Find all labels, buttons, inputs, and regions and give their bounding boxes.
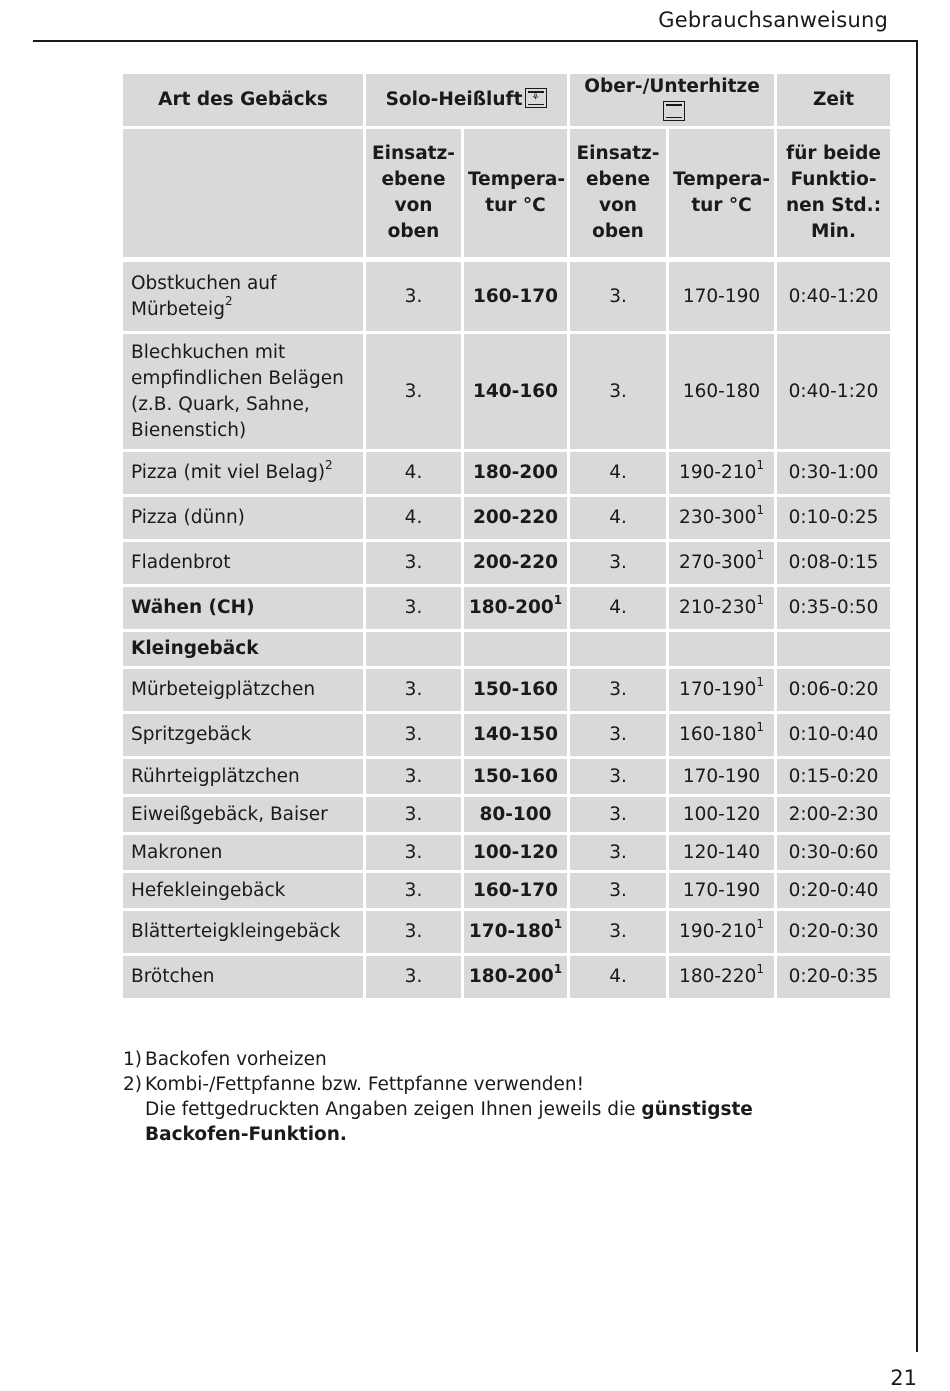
cell-ober-temp: $170-190^1$ (669, 669, 777, 714)
cell-solo-level: 4. (366, 497, 464, 542)
cell-solo-level: 3. (366, 334, 464, 452)
footnote-2-mark: 2) (123, 1074, 142, 1095)
cell-ober-level: 3. (570, 873, 669, 911)
cell-time: 0:20-0:35 (777, 956, 890, 1001)
cell-ober-level: 3. (570, 262, 669, 334)
cell-ober-temp: 160-180 (669, 334, 777, 452)
table-row (123, 956, 890, 1001)
cell-bake-type: Wähen (CH) (123, 587, 366, 632)
cell-solo-level: 3. (366, 956, 464, 1001)
cell-time: 0:40-1:20 (777, 334, 890, 452)
cell-ober-level: 4. (570, 452, 669, 497)
cell-solo-temp: 150-160 (464, 759, 570, 797)
cell-ober-level: 3. (570, 835, 669, 873)
cell-bake-type: Eiweißgebäck, Baiser (123, 797, 366, 835)
cell-ober-level: 4. (570, 497, 669, 542)
footnote-2 (123, 1072, 823, 1097)
table-row (123, 452, 890, 497)
table-row (123, 262, 890, 334)
subheader-empty (123, 129, 366, 262)
footnote-1 (123, 1047, 823, 1072)
table-row (123, 835, 890, 873)
cell-time: 0:10-0:25 (777, 497, 890, 542)
cell-ober-temp: $270-300^1$ (669, 542, 777, 587)
cell-ober-level: 3. (570, 911, 669, 956)
cell-solo-temp: 160-170 (464, 262, 570, 334)
table-row (123, 632, 890, 669)
cell-solo-temp: $180-200^1$ (464, 956, 570, 1001)
cell-solo-temp: 140-150 (464, 714, 570, 759)
table-row (123, 797, 890, 835)
cell-ober-temp: $180-220^1$ (669, 956, 777, 1001)
cell-bake-type: Pizza (dünn) (123, 497, 366, 542)
cell-solo-temp: 180-200 (464, 452, 570, 497)
cell-bake-type: Makronen (123, 835, 366, 873)
cell-solo-level: 3. (366, 262, 464, 334)
cell-time: 0:10-0:40 (777, 714, 890, 759)
subheader-einsatz-ober: Einsatz- ebene von oben (570, 129, 669, 262)
header-solo-heissluft: Solo-Heißluft ⚘ (366, 74, 570, 129)
cell-bake-type: Blätterteigkleingebäck (123, 911, 366, 956)
subheader-temp-solo: Tempera- tur °C (464, 129, 570, 262)
cell-time: 0:08-0:15 (777, 542, 890, 587)
subheader-einsatz-solo: Einsatz- ebene von oben (366, 129, 464, 262)
table-row (123, 873, 890, 911)
cell-solo-level: 3. (366, 542, 464, 587)
table-row (123, 542, 890, 587)
header-rule (33, 40, 918, 42)
bold-note (123, 1097, 823, 1147)
cell-ober-level: 4. (570, 587, 669, 632)
cell-bake-type: Rührteigplätzchen (123, 759, 366, 797)
cell-ober-level (570, 632, 669, 669)
cell-time (777, 632, 890, 669)
cell-ober-level: 3. (570, 797, 669, 835)
cell-solo-temp: 150-160 (464, 669, 570, 714)
cell-ober-level: 4. (570, 956, 669, 1001)
cell-ober-temp (669, 632, 777, 669)
table-row (123, 587, 890, 632)
cell-time: 2:00-2:30 (777, 797, 890, 835)
cell-solo-temp (464, 632, 570, 669)
cell-bake-type: Kleingebäck (123, 632, 366, 669)
footnote-2-text: Kombi-/Fettpfanne bzw. Fettpfanne verwenden! (145, 1074, 585, 1095)
table-row (123, 911, 890, 956)
header-zeit: Zeit (777, 74, 890, 129)
cell-ober-temp: $160-180^1$ (669, 714, 777, 759)
cell-ober-temp: 100-120 (669, 797, 777, 835)
cell-time: 0:35-0:50 (777, 587, 890, 632)
cell-solo-level: 3. (366, 873, 464, 911)
cell-solo-temp: 200-220 (464, 497, 570, 542)
page-number: 21 (890, 1366, 917, 1390)
cell-time: 0:20-0:40 (777, 873, 890, 911)
cell-ober-level: 3. (570, 334, 669, 452)
cell-bake-type: Brötchen (123, 956, 366, 1001)
cell-solo-temp: 80-100 (464, 797, 570, 835)
cell-solo-temp: 160-170 (464, 873, 570, 911)
cell-solo-level: 4. (366, 452, 464, 497)
header-ober-unterhitze: Ober-/Unterhitze (570, 74, 777, 129)
page-header-title: Gebrauchsanweisung (658, 8, 888, 32)
cell-ober-level: 3. (570, 669, 669, 714)
header-row (123, 74, 890, 129)
cell-bake-type: Hefekleingebäck (123, 873, 366, 911)
cell-solo-level: 3. (366, 797, 464, 835)
cell-time: 0:06-0:20 (777, 669, 890, 714)
cell-ober-temp: 170-190 (669, 873, 777, 911)
table-row (123, 669, 890, 714)
cell-ober-temp: $190-210^1$ (669, 452, 777, 497)
cell-bake-type: Mürbeteigplätzchen (123, 669, 366, 714)
cell-bake-type: Blechkuchen mit empfindlichen Belägen (z.B. Quark, Sahne, Bienenstich) (123, 334, 366, 452)
cell-solo-level: 3. (366, 759, 464, 797)
subheader-zeit: für beide Funktio- nen Std.: Min. (777, 129, 890, 262)
cell-bake-type: Spritzgebäck (123, 714, 366, 759)
header-art: Art des Gebäcks (123, 74, 366, 129)
cell-time: 0:15-0:20 (777, 759, 890, 797)
top-bottom-heat-icon (663, 101, 685, 121)
subheader-temp-ober: Tempera- tur °C (669, 129, 777, 262)
cell-solo-temp: 100-120 (464, 835, 570, 873)
table-row (123, 334, 890, 452)
cell-ober-temp: 120-140 (669, 835, 777, 873)
cell-solo-level: 3. (366, 714, 464, 759)
table-row (123, 497, 890, 542)
cell-ober-level: 3. (570, 759, 669, 797)
bold-note-text: Die fettgedruckten Angaben zeigen Ihnen jeweils die (145, 1099, 636, 1120)
cell-solo-temp: $180-200^1$ (464, 587, 570, 632)
cell-solo-level: 3. (366, 835, 464, 873)
cell-time: 0:30-1:00 (777, 452, 890, 497)
right-margin-rule (916, 40, 918, 1352)
cell-solo-temp: 140-160 (464, 334, 570, 452)
cell-solo-temp: $170-180^1$ (464, 911, 570, 956)
cell-time: 0:20-0:30 (777, 911, 890, 956)
hot-air-fan-icon: ⚘ (525, 88, 547, 108)
cell-ober-temp: $210-230^1$ (669, 587, 777, 632)
table-row (123, 759, 890, 797)
cell-solo-level: 3. (366, 911, 464, 956)
cell-bake-type: Obstkuchen auf Mürbeteig$^2$ (123, 262, 366, 334)
cell-ober-temp: $230-300^1$ (669, 497, 777, 542)
cell-solo-temp: 200-220 (464, 542, 570, 587)
cell-ober-temp: $190-210^1$ (669, 911, 777, 956)
cell-ober-level: 3. (570, 714, 669, 759)
cell-ober-temp: 170-190 (669, 759, 777, 797)
cell-ober-temp: 170-190 (669, 262, 777, 334)
footnote-1-mark: 1) (123, 1049, 142, 1070)
bold-note-emphasis: günstigste Backofen-Funktion. (145, 1099, 753, 1145)
baking-table (123, 74, 890, 1001)
cell-ober-level: 3. (570, 542, 669, 587)
subheader-row (123, 129, 890, 262)
cell-solo-level: 3. (366, 669, 464, 714)
footnote-1-text: Backofen vorheizen (145, 1049, 327, 1070)
cell-time: 0:30-0:60 (777, 835, 890, 873)
cell-solo-level: 3. (366, 587, 464, 632)
cell-time: 0:40-1:20 (777, 262, 890, 334)
cell-bake-type: Fladenbrot (123, 542, 366, 587)
cell-solo-level (366, 632, 464, 669)
cell-bake-type: Pizza (mit viel Belag)$^2$ (123, 452, 366, 497)
table-row (123, 714, 890, 759)
footnotes (123, 1047, 823, 1147)
